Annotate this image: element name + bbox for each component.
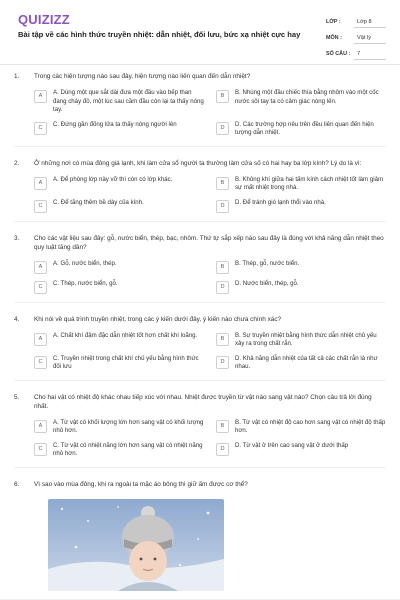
option-d[interactable]: [216, 280, 386, 294]
option-text: A. Chất khí đậm đặc dẫn nhiệt tốt hơn chất khí loãng.: [53, 331, 198, 339]
question-text: Trong các hiện tượng nào sau đây, hiện tượng nào liên quan đến dẫn nhiệt?: [34, 73, 251, 80]
option-letter-box: B: [216, 90, 229, 103]
question-5: [14, 393, 386, 459]
option-letter-box: D: [216, 443, 229, 456]
answer-options: [34, 89, 386, 138]
option-letter-box: D: [216, 200, 229, 213]
option-c[interactable]: [34, 355, 204, 372]
option-d[interactable]: [216, 442, 386, 459]
meta-row-subject: [326, 30, 386, 46]
question-number: 2.: [14, 159, 20, 167]
meta-label: LỚP :: [326, 19, 341, 25]
worksheet-meta: [326, 14, 386, 62]
question-list: [0, 72, 400, 591]
option-letter-box: A: [34, 420, 47, 433]
option-letter-box: C: [34, 281, 47, 294]
option-text: C. Thép, nước biển, gỗ.: [53, 279, 118, 287]
option-text: B. Thép, gỗ, nước biển.: [235, 259, 300, 267]
option-b[interactable]: [216, 176, 386, 193]
answer-options: [34, 176, 386, 213]
option-text: B. Không khí giữa hai tấm kính cách nhiệt tốt làm giảm sự mất nhiệt trong nhà.: [235, 175, 384, 191]
option-letter-box: A: [34, 261, 47, 274]
divider: [14, 302, 386, 303]
option-text: D. Khả năng dẫn nhiệt của tất cả các chất rắn là như nhau.: [235, 354, 378, 370]
option-text: B. Sự truyền nhiệt bằng hình thức dẫn nhiệt chủ yếu xảy ra trong chất rắn.: [235, 331, 377, 347]
option-text: B. Từ vật có nhiệt độ cao hơn sang vật có nhiệt độ thấp hơn.: [235, 418, 386, 434]
divider: [14, 467, 386, 468]
question-3: [14, 234, 386, 294]
option-text: C. Từ vật có nhiệt năng lớn hơn sang vật có nhiệt năng nhỏ hơn.: [53, 441, 203, 457]
option-letter-box: A: [34, 177, 47, 190]
option-c[interactable]: [34, 121, 204, 138]
question-text: Vì sao vào mùa đông, khi ra ngoài ta mặc áo bông thì giữ ấm được cơ thể?: [34, 480, 248, 488]
option-b[interactable]: [216, 419, 386, 436]
option-letter-box: C: [34, 122, 47, 135]
worksheet-title: Bài tập về các hình thức truyền nhiệt: dẫn nhiệt, đối lưu, bức xạ nhiệt cực hay: [18, 30, 301, 39]
question-6: [14, 480, 386, 591]
option-c[interactable]: [34, 442, 204, 459]
meta-row-grade: [326, 14, 386, 30]
question-photo: [48, 499, 224, 591]
option-letter-box: C: [34, 200, 47, 213]
option-c[interactable]: [34, 199, 204, 213]
option-letter-box: C: [34, 443, 47, 456]
option-a[interactable]: [34, 176, 204, 193]
option-b[interactable]: [216, 89, 386, 115]
divider: [14, 380, 386, 381]
option-a[interactable]: [34, 89, 204, 115]
question-4: [14, 315, 386, 372]
option-text: C. Đứng gần đống lửa ta thấy nóng người lên: [53, 120, 177, 128]
option-letter-box: C: [34, 356, 47, 369]
meta-value: Vật lý: [354, 33, 386, 44]
option-text: B. Nhúng một đầu chiếc thìa bằng nhôm vào một cốc nước sôi tay ta có cảm giác nóng lên.: [235, 89, 379, 105]
question-number: 4.: [14, 315, 20, 323]
answer-options: [34, 332, 386, 372]
meta-value: Lớp 8: [354, 17, 386, 28]
question-text: Ở những nơi có mùa đông giá lạnh, khi làm cửa sổ người ta thường làm cửa số có hai hay ba lớp kính? Lý do là vì:: [34, 159, 362, 167]
option-text: A. Gỗ, nước biển, thép.: [53, 259, 117, 267]
option-text: A. Để phòng lớp này vỡ thì còn có lớp khác.: [53, 175, 173, 183]
option-a[interactable]: [34, 419, 204, 436]
meta-value: 7: [354, 49, 386, 60]
question-text: Khi nói về quá trình truyền nhiệt, trong các ý kiến dưới đây, ý kiến nào chưa chính xác?: [34, 315, 282, 323]
option-letter-box: D: [216, 356, 229, 369]
option-letter-box: A: [34, 333, 47, 346]
answer-options: [34, 419, 386, 459]
question-number: 1.: [14, 73, 20, 80]
divider: [14, 146, 386, 147]
option-letter-box: A: [34, 90, 47, 103]
option-letter-box: B: [216, 333, 229, 346]
question-text: Cho hai vật có nhiệt độ khác nhau tiếp xúc với nhau. Nhiệt được truyền từ vật nào sang vật nào? Chọn câu trả lời đúng nhất.: [34, 393, 372, 410]
option-letter-box: B: [216, 420, 229, 433]
answer-options: [34, 260, 386, 294]
option-d[interactable]: [216, 121, 386, 138]
meta-label: MÔN :: [326, 35, 342, 41]
question-text: Cho các vật liệu sau đây: gỗ, nước biển, thép, bạc, nhôm. Thứ tự sắp xếp nào sau đây là đúng với khả năng dẫn nhiệt theo quy luật tăng dần?: [34, 234, 384, 251]
worksheet-header: [0, 0, 400, 65]
option-text: D. Để tránh gió lạnh thổi vào nhà.: [235, 198, 326, 206]
question-number: 5.: [14, 393, 20, 401]
question-1: [14, 72, 386, 138]
quizizz-logo: QUIZIZZ: [18, 12, 70, 27]
winter-child-photo: [48, 499, 224, 591]
option-text: C. Để tăng thêm bề dày của kính.: [53, 198, 144, 206]
question-number: 3.: [14, 234, 20, 242]
option-text: A. Từ vật có khối lượng lớn hơn sang vật có khối lượng nhỏ hơn.: [53, 418, 204, 434]
option-d[interactable]: [216, 199, 386, 213]
option-letter-box: D: [216, 281, 229, 294]
question-2: [14, 159, 386, 213]
meta-label: SỐ CÂU :: [326, 51, 351, 57]
option-a[interactable]: [34, 332, 204, 349]
question-number: 6.: [14, 480, 20, 488]
option-c[interactable]: [34, 280, 204, 294]
option-text: C. Truyền nhiệt trong chất khí chủ yếu bằng hình thức đối lưu: [53, 354, 199, 370]
option-letter-box: D: [216, 122, 229, 135]
option-d[interactable]: [216, 355, 386, 372]
option-b[interactable]: [216, 332, 386, 349]
option-text: D. Các trường hợp nêu trên đều liên quan đến hiện tượng dẫn nhiệt.: [235, 120, 374, 136]
option-b[interactable]: [216, 260, 386, 274]
option-text: D. Nước biển, thép, gỗ.: [235, 279, 299, 287]
option-text: A. Dùng một que sắt dài đưa một đầu vào bếp than đang cháy đỏ, một lúc sau cầm đầu còn lại ta thấy nóng tay.: [53, 89, 204, 113]
option-a[interactable]: [34, 260, 204, 274]
option-text: D. Từ vật ở trên cao sang vật ở dưới thấp: [235, 441, 349, 449]
option-letter-box: B: [216, 177, 229, 190]
option-letter-box: B: [216, 261, 229, 274]
divider: [14, 221, 386, 222]
meta-row-count: [326, 46, 386, 62]
